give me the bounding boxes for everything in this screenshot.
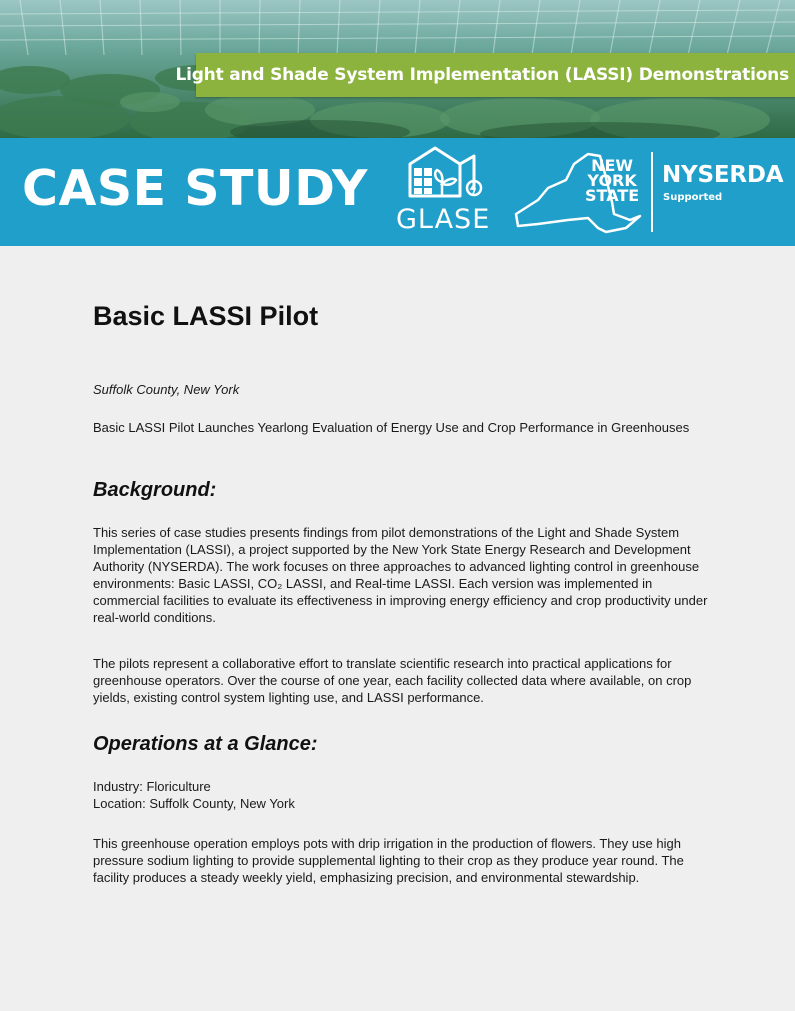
- glase-wordmark: GLASE: [396, 204, 491, 235]
- new-york-state-wordmark: [585, 158, 639, 203]
- operations-paragraph: This greenhouse operation employs pots with drip irrigation in the production of flowers. They use high pressure sodium lighting to provide supplemental lighting to their crop as they produce year round. The facility produces a steady weekly yield, emphasizing precision, and environmental stewardship.: [93, 836, 684, 885]
- case-study-label: CASE STUDY: [22, 160, 368, 217]
- operations-heading: Operations at a Glance:: [93, 733, 318, 755]
- background-paragraph-2: The pilots represent a collaborative effort to translate scientific research into practical applications for greenhouse operators. Over the course of one year, each facility collected data where available, on crop yields, existing control system lighting use, and LASSI performance.: [93, 656, 692, 705]
- location-line: Suffolk County, New York: [93, 382, 240, 397]
- nys-line-york: YORK: [587, 171, 637, 190]
- nyserda-wordmark: NYSERDA: [662, 162, 784, 188]
- operation-location-line: Location: Suffolk County, New York: [93, 796, 295, 811]
- operations-facts: [93, 778, 693, 812]
- logo-divider: [651, 152, 653, 232]
- page-title: Basic LASSI Pilot: [93, 301, 319, 331]
- case-study-header: [0, 138, 795, 246]
- subtitle: Basic LASSI Pilot Launches Yearlong Evaluation of Energy Use and Crop Performance in Greenhouses: [93, 420, 690, 435]
- program-title-banner: [175, 53, 795, 97]
- nys-line-state: STATE: [585, 186, 640, 205]
- nys-line-new: NEW: [591, 156, 634, 175]
- industry-line: Industry: Floriculture: [93, 779, 211, 794]
- program-title: Light and Shade System Implementation (LASSI) Demonstrations: [175, 65, 789, 85]
- greenhouse-photo-banner: [0, 0, 795, 138]
- nyserda-supported-label: Supported: [663, 192, 723, 203]
- background-paragraph-1: This series of case studies presents findings from pilot demonstrations of the Light and Shade System Implementation (LASSI), a project supported by the New York State Energy Research and Development Authority (NYSERDA). The work focuses on three approaches to advanced lighting control in greenhouse environments: Basic LASSI, CO₂ LASSI, and Real-time LASSI. Each version was implemented in commercial facilities to evaluate its effectiveness in improving energy efficiency and crop productivity under real-world conditions.: [93, 525, 708, 625]
- background-heading: Background:: [93, 479, 217, 501]
